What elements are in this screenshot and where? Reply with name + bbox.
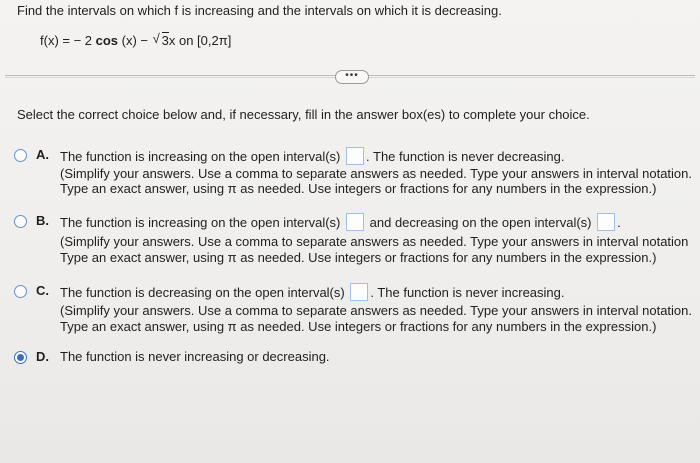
choice-c-note2: Type an exact answer, using π as needed. Use integers or fractions for any numbers in the expression.) [60, 319, 657, 334]
choice-a-letter: A. [36, 147, 49, 162]
choice-d-line: The function is never increasing or decreasing. [60, 349, 330, 364]
choice-b-line [60, 213, 621, 231]
choice-b-text1: The function is increasing on the open interval(s) [60, 215, 341, 230]
choice-d[interactable] [14, 349, 414, 367]
formula-rhs: x on [0,2π] [168, 33, 232, 48]
choice-b-answer-box-2[interactable] [597, 213, 615, 231]
choice-c-letter: C. [36, 283, 49, 298]
choice-a-note1: (Simplify your answers. Use a comma to separate answers as needed. Type your answers in interval notation. [60, 166, 693, 181]
choice-c-line [60, 283, 565, 301]
choice-c-note1: (Simplify your answers. Use a comma to separate answers as needed. Type your answers in interval notation. [60, 303, 693, 318]
sqrt-symbol [153, 33, 169, 48]
choice-d-letter: D. [36, 349, 49, 364]
choice-c[interactable] [14, 283, 698, 335]
choice-c-answer-box[interactable] [350, 283, 368, 301]
function-formula [40, 33, 231, 48]
choice-a-text2: . The function is never decreasing. [366, 149, 565, 164]
choice-b-note2: Type an exact answer, using π as needed. Use integers or fractions for any numbers in the expression.) [60, 250, 657, 265]
question-text: Find the intervals on which f is increasing and the intervals on which it is decreasing. [17, 3, 502, 18]
formula-radicand: 3 [161, 33, 169, 48]
choice-b-text2: and decreasing on the open interval(s) [369, 215, 592, 230]
choice-a-answer-box[interactable] [346, 147, 364, 165]
radio-a[interactable] [14, 149, 27, 162]
choice-b[interactable] [14, 213, 700, 265]
choice-a-text1: The function is increasing on the open interval(s) [60, 149, 341, 164]
radio-c[interactable] [14, 285, 27, 298]
choice-a-line [60, 147, 565, 165]
choice-b-letter: B. [36, 213, 49, 228]
choice-a[interactable] [14, 147, 694, 199]
formula-cos: cos [95, 33, 119, 48]
radio-b[interactable] [14, 215, 27, 228]
choice-b-note1: (Simplify your answers. Use a comma to separate answers as needed. Type your answers in interval notation [60, 234, 689, 249]
formula-mid: (x) − [118, 33, 152, 48]
choice-c-text2: . The function is never increasing. [370, 285, 565, 300]
formula-lhs: f(x) = − 2 [40, 33, 96, 48]
choice-b-answer-box-1[interactable] [346, 213, 364, 231]
choice-a-note2: Type an exact answer, using π as needed. Use integers or fractions for any numbers in the expression.) [60, 181, 657, 196]
instruction-text: Select the correct choice below and, if necessary, fill in the answer box(es) to complete your choice. [17, 107, 590, 122]
choice-b-text3: . [617, 215, 621, 230]
radio-d-selected[interactable] [14, 351, 27, 364]
more-button[interactable]: ••• [335, 70, 369, 84]
choice-c-text1: The function is decreasing on the open interval(s) [60, 285, 345, 300]
